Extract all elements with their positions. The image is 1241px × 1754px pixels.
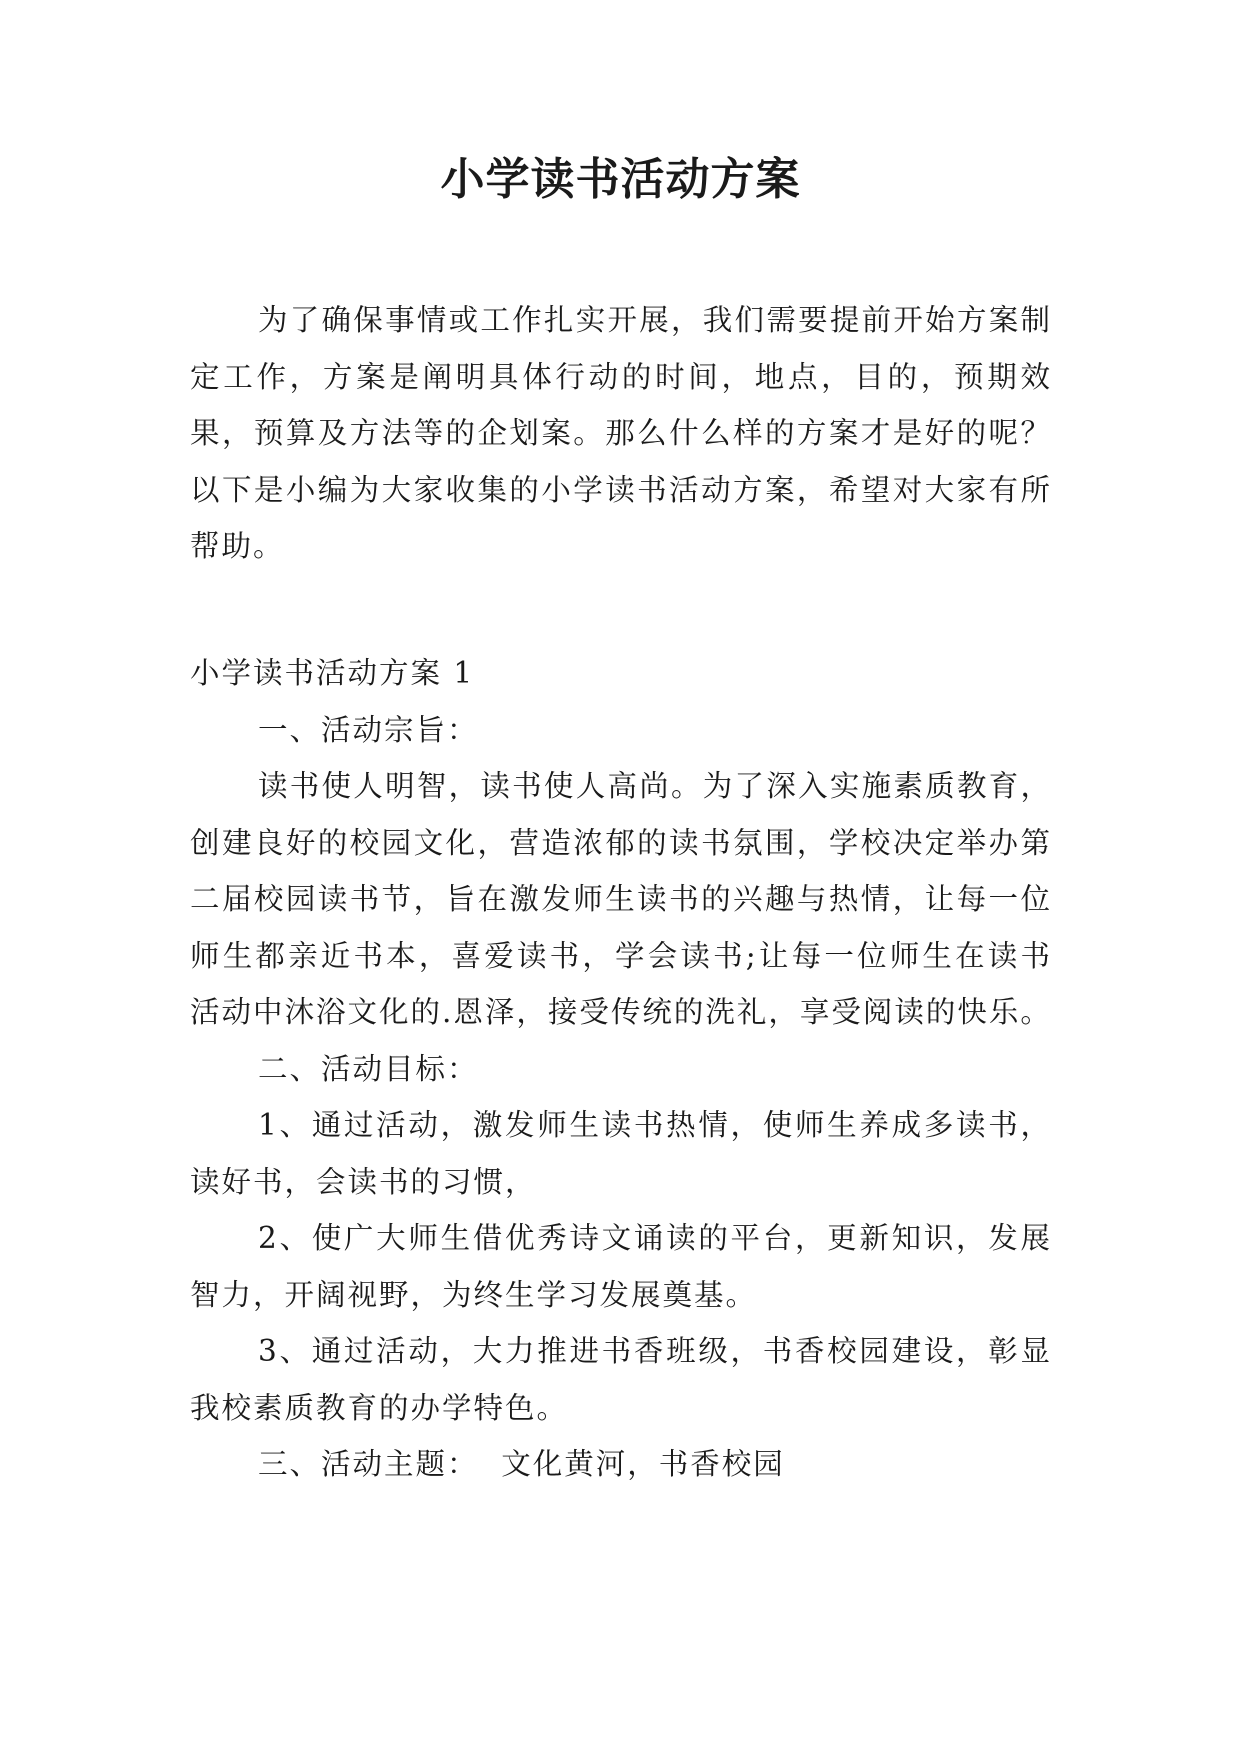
paragraph-goal-2: 2、使广大师生借优秀诗文诵读的平台，更新知识，发展智力，开阔视野，为终生学习发展奠基。 bbox=[190, 1221, 1052, 1312]
heading-goals: 二、活动目标： bbox=[258, 1051, 479, 1086]
paragraph-goal-3: 3、通过活动，大力推进书香班级，书香校园建设，彰显我校素质教育的办学特色。 bbox=[190, 1334, 1052, 1425]
heading-purpose: 一、活动宗旨： bbox=[258, 712, 479, 747]
paragraph-goal-1: 1、通过活动，激发师生读书热情，使师生养成多读书，读好书，会读书的习惯， bbox=[190, 1108, 1052, 1199]
paragraph-purpose: 读书使人明智，读书使人高尚。为了深入实施素质教育，创建良好的校园文化，营造浓郁的读书氛围，学校决定举办第二届校园读书节，旨在激发师生读书的兴趣与热情，让每一位师生都亲近书本，喜爱读书，学会读书;让每一位师生在读书活动中沐浴文化的.恩泽，接受传统的洗礼，享受阅读的快乐。 bbox=[190, 769, 1052, 1029]
intro-paragraph: 为了确保事情或工作扎实开展，我们需要提前开始方案制定工作，方案是阐明具体行动的时间，地点，目的，预期效果，预算及方法等的企划案。那么什么样的方案才是好的呢？以下是小编为大家收集的小学读书活动方案，希望对大家有所帮助。 bbox=[190, 303, 1052, 563]
section-1 bbox=[190, 645, 1052, 1493]
section-heading: 小学读书活动方案 1 bbox=[190, 656, 475, 690]
document-title: 小学读书活动方案 bbox=[440, 154, 801, 205]
heading-theme: 三、活动主题： 文化黄河，书香校园 bbox=[258, 1447, 785, 1481]
